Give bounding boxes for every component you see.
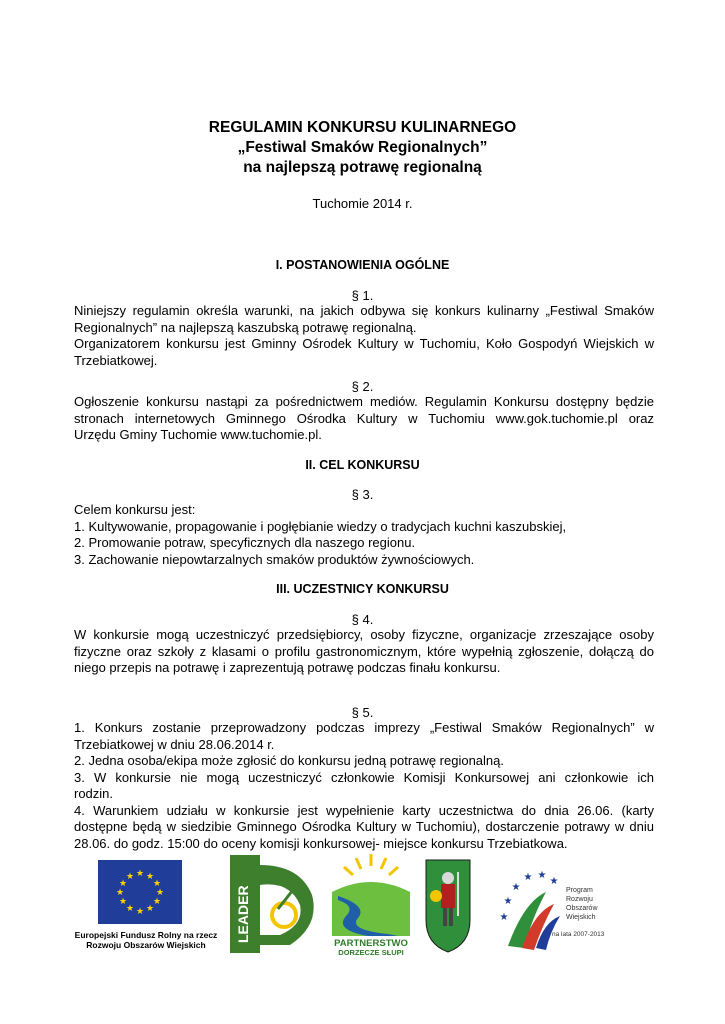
section-2-line: Urzędu Gminy Tuchomie www.tuchomie.pl.	[74, 427, 322, 442]
partnerstwo-logo	[328, 852, 414, 961]
heading-goal: II. CEL KONKURSU	[305, 458, 420, 472]
section-4-line: niego przepis na potrawę i zaprezentują potrawę podczas finału konkursu.	[74, 660, 501, 675]
eu-caption-line: Rozwoju Obszarów Wiejskich	[86, 940, 206, 950]
svg-text:★: ★	[152, 879, 162, 889]
svg-text:★: ★	[499, 912, 509, 923]
document-date: Tuchomie 2014 r.	[312, 196, 413, 211]
section-1-line: Organizatorem konkursu jest Gminny Ośrodek Kultury w Tuchomiu, Koło Gospodyń Wiejskich w	[74, 336, 654, 351]
section-1-number: § 1.	[351, 288, 374, 303]
section-1-line: Trzebiatkowej.	[74, 352, 158, 368]
section-3-line: 2. Promowanie potraw, specyficznych dla naszego regionu.	[74, 535, 416, 550]
leader-text: LEADER	[235, 885, 251, 943]
section-1-line: Niniejszy regulamin określa warunki, na jakich odbywa się konkurs kulinarny „Festiwal Smaków	[74, 303, 654, 318]
section-5-line: rodzin.	[74, 786, 114, 801]
title-line-2: „Festiwal Smaków Regionalnych”	[237, 139, 488, 156]
section-5-line: 1. Konkurs zostanie przeprowadzony podczas imprezy „Festiwal Smaków Regionalnych” w	[74, 720, 654, 735]
svg-text:★: ★	[145, 904, 155, 914]
svg-text:★: ★	[511, 882, 521, 893]
prow-text-2: Rozwoju	[566, 896, 593, 903]
section-4-text	[74, 627, 654, 677]
svg-text:★: ★	[503, 896, 513, 907]
section-5-text	[74, 720, 654, 852]
svg-text:★: ★	[549, 876, 559, 887]
svg-text:★: ★	[523, 872, 533, 883]
svg-text:★: ★	[118, 897, 128, 907]
section-5-line: 2. Jedna osoba/ekipa może zgłosić do konkursu jedną potrawę regionalną.	[74, 753, 504, 768]
prow-text-4: Wiejskich	[566, 914, 596, 921]
section-1-text	[74, 303, 654, 369]
heading-general: I. POSTANOWIENIA OGÓLNE	[275, 258, 450, 272]
section-3-line: 1. Kultywowanie, propagowanie i pogłębianie wiedzy o tradycjach kuchni kaszubskiej,	[74, 518, 567, 534]
svg-text:★: ★	[145, 872, 155, 882]
section-2-number: § 2.	[351, 379, 374, 394]
svg-text:★: ★	[135, 907, 145, 917]
section-2-line: Ogłoszenie konkursu nastąpi za pośrednictwem mediów. Regulamin Konkursu dostępny będzie	[74, 394, 654, 409]
section-3-line: Celem konkursu jest:	[74, 502, 196, 517]
svg-text:★: ★	[125, 872, 135, 882]
partnerstwo-text: PARTNERSTWO	[334, 938, 408, 949]
prow-text-3: Obszarów	[566, 905, 598, 912]
svg-text:★: ★	[118, 879, 128, 889]
svg-text:★: ★	[537, 870, 547, 881]
prow-text-5: na lata 2007-2013	[552, 931, 605, 938]
section-4-number: § 4.	[351, 612, 374, 627]
dorzecze-text: DORZECZE SŁUPI	[338, 948, 404, 956]
section-5-line: Trzebiatkowej w dniu 28.06.2014 r.	[74, 736, 275, 752]
document-title	[0, 118, 725, 178]
leader-logo	[230, 855, 326, 958]
svg-text:★: ★	[155, 888, 165, 898]
prow-text-1: Program	[566, 887, 593, 894]
heading-participants: III. UCZESTNICY KONKURSU	[276, 582, 449, 596]
section-4-line: fizyczne oraz szkoły z klasami o profilu gastronomicznym, które wypełnią zgłoszenie, dołączą do	[74, 643, 654, 659]
eu-flag-logo	[98, 860, 182, 929]
tuchomie-coat-of-arms	[424, 858, 472, 959]
section-1-line: Regionalnych” na najlepszą kaszubską potrawę regionalną.	[74, 319, 417, 335]
prow-logo	[494, 862, 614, 959]
title-line-1: REGULAMIN KONKURSU KULINARNEGO	[208, 119, 517, 136]
section-3-line: 3. Zachowanie niepowtarzalnych smaków produktów żywnościowych.	[74, 551, 475, 567]
section-4-line: W konkursie mogą uczestniczyć przedsiębiorcy, osoby fizyczne, organizacje zrzeszające osoby	[74, 627, 654, 642]
section-3-text	[74, 502, 654, 568]
eu-caption-line: Europejski Fundusz Rolny na rzecz	[74, 930, 218, 940]
section-5-number: § 5.	[351, 705, 374, 720]
title-line-3: na najlepszą potrawę regionalną	[243, 159, 482, 176]
svg-text:★: ★	[135, 869, 145, 879]
section-2-text	[74, 394, 654, 444]
section-5-line: 3. W konkursie nie mogą uczestniczyć członkowie Komisji Konkursowej ani członkowie ich	[74, 769, 654, 785]
svg-text:★: ★	[125, 904, 135, 914]
svg-text:★: ★	[152, 897, 162, 907]
section-5-line: dostępne będą w siedzibie Gminnego Ośrodka Kultury w Tuchomiu), dostarczenie potrawy w dniu	[74, 819, 654, 834]
eu-fund-caption	[66, 930, 226, 950]
svg-text:★: ★	[115, 888, 125, 898]
section-5-line: 28.06. do godz. 15:00 do oceny komisji konkursowej- miejsce konkursu Trzebiatkowa.	[74, 835, 568, 851]
section-2-line: stronach internetowych Gminnego Ośrodka Kultury w Tuchomiu www.gok.tuchomie.pl oraz	[74, 410, 654, 426]
section-5-line: 4. Warunkiem udziału w konkursie jest wypełnienie karty uczestnictwa do dnia 26.06. (karty	[74, 802, 654, 818]
section-3-number: § 3.	[351, 487, 374, 502]
